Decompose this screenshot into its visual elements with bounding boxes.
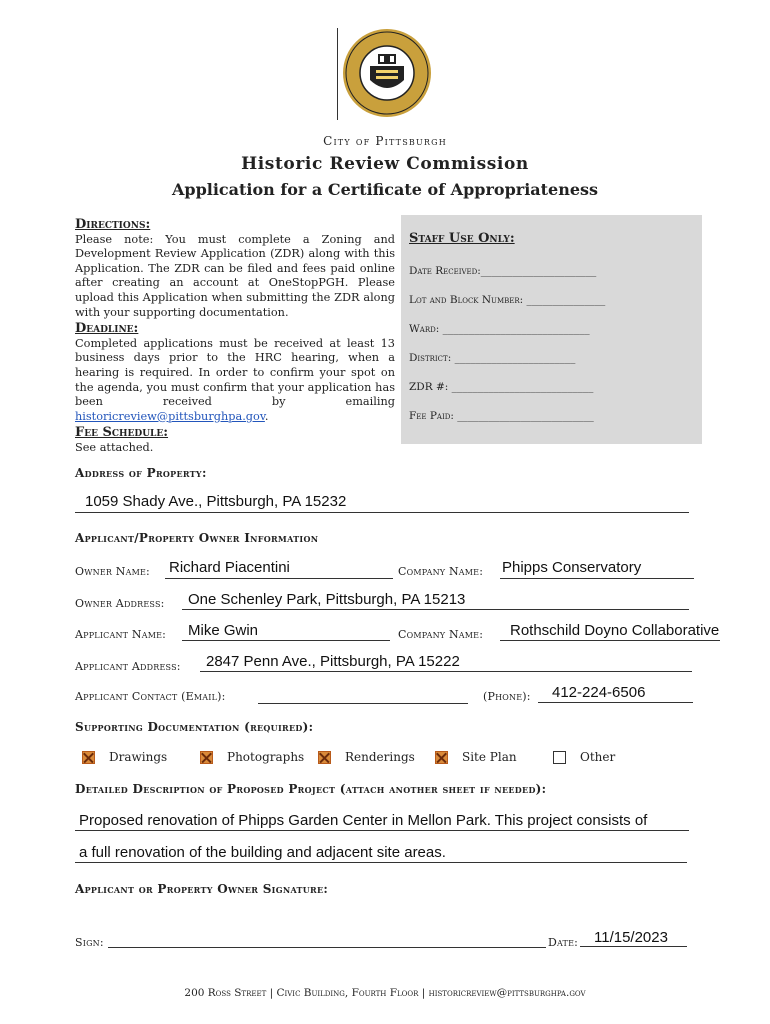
directions-section: [75, 218, 395, 456]
signature-input[interactable]: [108, 946, 546, 948]
doc-option-renderings[interactable]: [318, 750, 415, 764]
fee-paid-field: Fee Paid: __________________________: [409, 410, 594, 422]
doc-option-other[interactable]: [553, 750, 615, 764]
footer-address: 200 Ross Street | Civic Building, Fourth Floor | historicreview@pittsburghpa.gov: [184, 987, 586, 999]
phone-input[interactable]: 412-224-6506: [538, 684, 693, 703]
signature-heading: Applicant or Property Owner Signature:: [75, 882, 329, 896]
owner-address-label: Owner Address:: [75, 597, 165, 610]
deadline-text: [75, 337, 395, 425]
date-received-label: Date Received:: [409, 265, 481, 277]
other-label: Other: [580, 750, 616, 764]
property-address-input[interactable]: 1059 Shady Ave., Pittsburgh, PA 15232: [75, 493, 689, 513]
city-name: City of Pittsburgh: [323, 134, 447, 148]
applicant-address-label: Applicant Address:: [75, 660, 181, 673]
directions-heading: Directions:: [75, 217, 151, 232]
applicant-name-input[interactable]: Mike Gwin: [182, 622, 390, 641]
sign-label: Sign:: [75, 936, 104, 949]
owner-address-input[interactable]: One Schenley Park, Pittsburgh, PA 15213: [182, 591, 689, 610]
phone-label: (Phone):: [483, 690, 531, 703]
district-field: District: _______________________: [409, 352, 576, 364]
deadline-body: Completed applications must be received at least 13 business days prior to the HRC hearing, when a hearing is required. In order to confirm your spot on the agenda, you must confirm that your application has been received by emailing: [75, 336, 395, 409]
deadline-heading: Deadline:: [75, 321, 139, 337]
lot-block-field: Lot and Block Number: _______________: [409, 294, 606, 306]
property-heading: Address of Property:: [75, 466, 207, 480]
fee-schedule-text: See attached.: [75, 440, 154, 454]
directions-text: Please note: You must complete a Zoning and Development Review Application (ZDR) along with this Application. The ZDR can be filed and fees paid online after creating an account at OneStopPGH. Please upload this Application when submitting the ZDR along with your supporting documentation.: [75, 232, 395, 319]
doc-option-site-plan[interactable]: [435, 750, 517, 764]
owner-name-label: Owner Name:: [75, 565, 150, 578]
contact-email-label: Applicant Contact (Email):: [75, 690, 226, 703]
other-checkbox[interactable]: [553, 751, 566, 764]
description-line-2[interactable]: a full renovation of the building and adjacent site areas.: [75, 844, 687, 863]
email-link[interactable]: historicreview@pittsburghpa.gov: [75, 409, 265, 423]
contact-email-input[interactable]: [258, 684, 468, 704]
logo-divider: [337, 28, 338, 120]
date-received-field: Date Received:______________________: [409, 265, 597, 277]
applicant-name-label: Applicant Name:: [75, 628, 167, 641]
form-title: Application for a Certificate of Appropriateness: [171, 180, 599, 199]
ward-label: Ward:: [409, 323, 440, 335]
renderings-checkbox[interactable]: [318, 751, 331, 764]
site-plan-label: Site Plan: [462, 750, 517, 764]
applicant-address-input[interactable]: 2847 Penn Ave., Pittsburgh, PA 15222: [200, 653, 692, 672]
staff-use-heading: Staff Use Only:: [409, 231, 515, 246]
applicant-heading: Applicant/Property Owner Information: [75, 531, 319, 545]
drawings-checkbox[interactable]: [82, 751, 95, 764]
fee-schedule-heading: Fee Schedule:: [75, 425, 169, 441]
date-label: Date:: [548, 936, 579, 949]
renderings-label: Renderings: [345, 750, 415, 764]
staff-use-box: [401, 215, 702, 444]
doc-option-photographs[interactable]: [200, 750, 304, 764]
photographs-label: Photographs: [227, 750, 305, 764]
documentation-heading: Supporting Documentation (required):: [75, 720, 314, 734]
drawings-label: Drawings: [109, 750, 168, 764]
owner-company-label: Company Name:: [398, 565, 484, 578]
district-label: District:: [409, 352, 452, 364]
photographs-checkbox[interactable]: [200, 751, 213, 764]
doc-option-drawings[interactable]: [82, 750, 167, 764]
lot-block-label: Lot and Block Number:: [409, 294, 524, 306]
zdr-field: ZDR #: ___________________________: [409, 381, 594, 393]
site-plan-checkbox[interactable]: [435, 751, 448, 764]
signature-date-input[interactable]: 11/15/2023: [580, 929, 687, 947]
ward-field: Ward: ____________________________: [409, 323, 590, 335]
description-heading: Detailed Description of Proposed Project (attach another sheet if needed):: [75, 782, 547, 796]
owner-company-input[interactable]: Phipps Conservatory: [500, 559, 694, 579]
deadline-period: .: [264, 409, 269, 423]
zdr-label: ZDR #:: [409, 381, 449, 393]
description-line-1[interactable]: Proposed renovation of Phipps Garden Center in Mellon Park. This project consists of: [75, 812, 689, 831]
commission-title: Historic Review Commission: [241, 154, 529, 174]
fee-paid-label: Fee Paid:: [409, 410, 454, 422]
applicant-company-input[interactable]: Rothschild Doyno Collaborative: [500, 622, 720, 641]
city-seal-logo: [342, 28, 432, 118]
owner-name-input[interactable]: Richard Piacentini: [165, 559, 393, 579]
applicant-company-label: Company Name:: [398, 628, 484, 641]
